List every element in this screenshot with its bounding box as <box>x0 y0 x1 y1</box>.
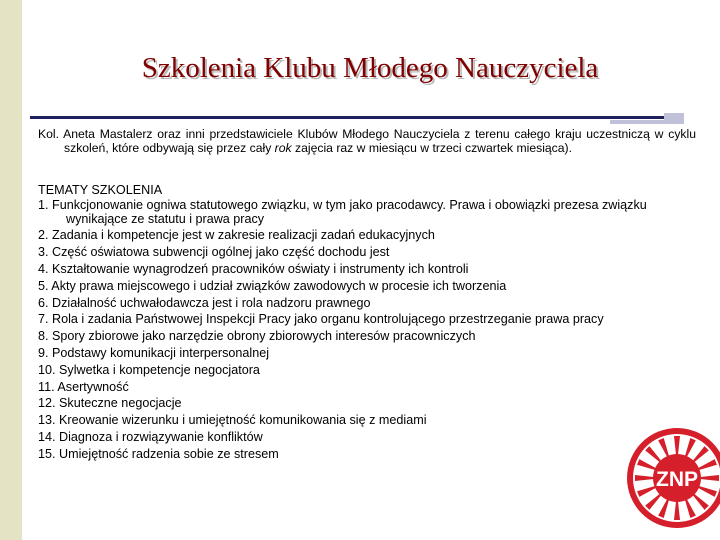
title-divider-accent <box>664 113 684 120</box>
topic-item: 9. Podstawy komunikacji interpersonalnej <box>38 345 270 360</box>
topic-item: 6. Działalność uchwałodawcza jest i rola nadzoru prawnego <box>38 295 371 310</box>
title-divider-accent-lower <box>610 120 684 124</box>
topic-item: 7. Rola i zadania Państwowej Inspekcji Pracy jako organu kontrolującego przestrzeganie prawa pracy <box>38 312 604 327</box>
topic-item: 8. Spory zbiorowe jako narzędzie obrony zbiorowych interesów pracowniczych <box>38 329 476 344</box>
topic-item: 3. Część oświatowa subwencji ogólnej jako część dochodu jest <box>38 245 390 260</box>
logo-text: ZNP <box>656 468 698 491</box>
topic-item: 15. Umiejętność radzenia sobie ze stresem <box>38 446 279 461</box>
topic-item: 1. Funkcjonowanie ogniwa statutowego związku, w tym jako pracodawcy. Prawa i obowiązki prezesa związku wynikające ze statutu i prawa pracy <box>38 197 647 226</box>
topic-item: 10. Sylwetka i kompetencje negocjatora <box>38 362 260 377</box>
intro-paragraph <box>38 128 696 155</box>
title-divider <box>30 116 664 119</box>
topic-item: 5. Akty prawa miejscowego i udział związków zawodowych w procesie ich tworzenia <box>38 278 507 293</box>
intro-suffix: zajęcia raz w miesiącu w trzeci czwartek miesiąca). <box>291 140 572 155</box>
topic-item: 12. Skuteczne negocjacje <box>38 396 182 411</box>
intro-prefix: Kol. Aneta Mastalerz oraz inni przedstawiciele Klubów Młodego Nauczyciela z terenu całego kraju uczestniczą w cyklu szkoleń, które odbywają się przez cały <box>38 127 696 155</box>
topic-item: 4. Kształtowanie wynagrodzeń pracowników oświaty i instrumenty ich kontroli <box>38 261 469 276</box>
topic-item: 14. Diagnoza i rozwiązywanie konfliktów <box>38 429 263 444</box>
left-decor-bar <box>0 0 22 540</box>
topics-list <box>38 182 688 465</box>
topic-item: 2. Zadania i kompetencje jest w zakresie realizacji zadań edukacyjnych <box>38 228 435 243</box>
topic-item: 13. Kreowanie wizerunku i umiejętność komunikowania się z mediami <box>38 413 427 428</box>
topic-item: 11. Asertywność <box>38 379 129 394</box>
topics-heading: TEMATY SZKOLENIA <box>38 183 163 197</box>
znp-logo <box>623 408 720 540</box>
slide-title: Szkolenia Klubu Młodego Nauczyciela <box>141 52 599 84</box>
intro-emphasis: rok <box>274 140 292 155</box>
